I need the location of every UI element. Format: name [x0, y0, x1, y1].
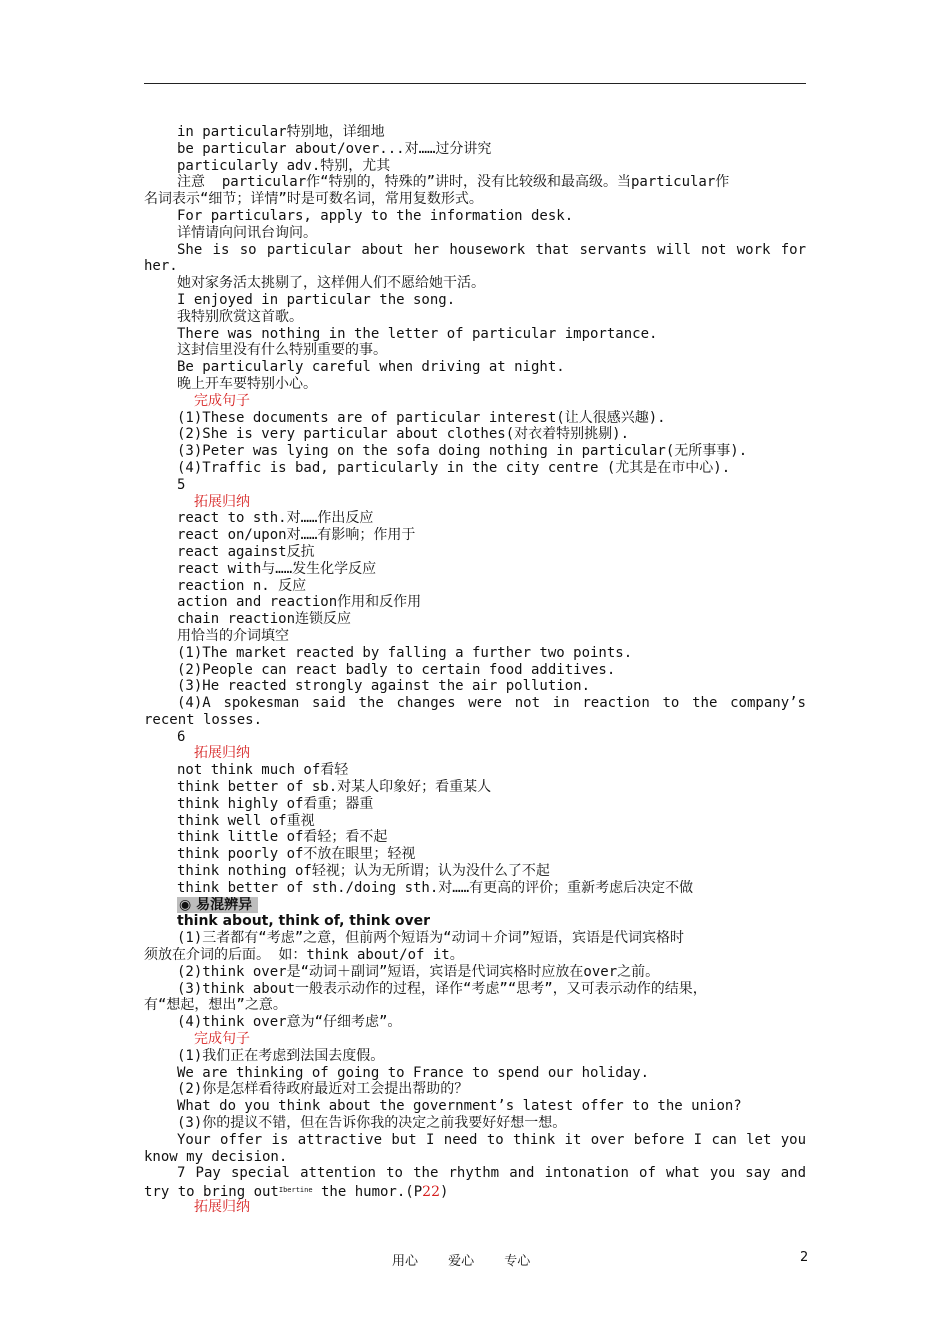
text-line: react on/upon对……有影响；作用于 [177, 527, 416, 544]
text-line: Be particularly careful when driving at night. [177, 359, 565, 376]
text-line: (4)think over意为“仔细考虑”。 [177, 1014, 402, 1031]
text-line: be particular about/over...对……过分讲究 [177, 140, 492, 157]
section-heading: 拓展归纳 [194, 1199, 250, 1215]
text-line: chain reaction连锁反应 [177, 611, 352, 628]
inline-fragment: Iber [278, 1186, 296, 1195]
text-line: action and reaction作用和反作用 [177, 594, 422, 611]
item-number: 6 [177, 728, 186, 745]
item-number: 5 [177, 476, 186, 493]
text-line: think poorly of不放在眼里；轻视 [177, 846, 416, 863]
exercise-line: (2)你是怎样看待政府最近对工会提出帮助的？ [177, 1081, 469, 1098]
text-line: 须放在介词的后面。 如：think about/of it。 [144, 947, 464, 964]
text-line: (2)think over是“动词＋副词”短语，宾语是代词宾格时应放在over之前。 [177, 963, 660, 980]
page-reference: 22 [422, 1184, 440, 1199]
text-line: not think much of看轻 [177, 762, 349, 779]
document-body [144, 124, 806, 1216]
text-line: in particular特别地，详细地 [177, 124, 385, 140]
text-line: her. [144, 258, 178, 275]
text-line: react against反抗 [177, 543, 315, 560]
text-line: think little of看轻；看不起 [177, 829, 388, 846]
exercise-line: recent losses. [144, 711, 263, 728]
text-line: think better of sb.对某人印象好；看重某人 [177, 779, 492, 796]
text-line [144, 1182, 806, 1199]
text-line: 有“想起，想出”之意。 [144, 997, 287, 1014]
text-line: think well of重视 [177, 812, 315, 829]
text-line: I enjoyed in particular the song. [177, 291, 456, 308]
confusion-badge: ◉ 易混辨异 [177, 897, 258, 913]
page-number: 2 [800, 1250, 809, 1265]
text-line: She is so particular about her housework that servants will not work for [177, 241, 806, 258]
exercise-line: (3)你的提议不错，但在告诉你我的决定之前我要好好想一想。 [177, 1115, 567, 1132]
text-line: think better of sth./doing sth.对……有更高的评价；重新考虑后决定不做 [177, 879, 694, 896]
text-line: 注意 particular作“特别的，特殊的”讲时，没有比较级和最高级。当particular作 [177, 174, 730, 191]
text-line: 用恰当的介词填空 [177, 627, 289, 644]
exercise-line: What do you think about the government’s latest offer to the union? [177, 1098, 742, 1115]
exercise-line: know my decision. [144, 1148, 288, 1165]
exercise-line: (1)我们正在考虑到法国去度假。 [177, 1047, 385, 1064]
exercise-line: Your offer is attractive but I need to think it over before I can let you [177, 1131, 806, 1148]
text-line: 这封信里没有什么特别重要的事。 [177, 342, 387, 359]
section-heading: 完成句子 [194, 1031, 250, 1048]
exercise-line: (1)These documents are of particular interest(让人很感兴趣). [177, 409, 666, 426]
exercise-line: (1)The market reacted by falling a further two points. [177, 644, 633, 661]
exercise-line: (3)Peter was lying on the sofa doing nothing in particular(无所事事). [177, 443, 748, 460]
text-line: 详情请向问讯台询问。 [177, 224, 317, 241]
confusion-heading [144, 897, 806, 914]
text-line: (1)三者都有“考虑”之意，但前两个短语为“动词＋介词”短语，宾语是代词宾格时 [177, 930, 684, 947]
section-heading: 拓展归纳 [194, 493, 250, 510]
text-fragment: ) [439, 1184, 449, 1199]
section-heading: 完成句子 [194, 392, 250, 409]
inline-fragment: tine [295, 1186, 313, 1195]
text-line: For particulars, apply to the information desk. [177, 207, 574, 224]
text-line: think about, think of, think over [177, 913, 431, 930]
text-line: 名词表示“细节；详情”时是可数名词，常用复数形式。 [144, 191, 483, 208]
text-fragment: the humor.(P [312, 1184, 423, 1199]
text-line: There was nothing in the letter of particular importance. [177, 325, 658, 342]
text-line: 7 Pay special attention to the rhythm and intonation of what you say and [177, 1165, 806, 1182]
text-line: reaction n. 反应 [177, 577, 307, 594]
text-line: think highly of看重；器重 [177, 795, 374, 812]
header-rule [144, 83, 806, 84]
text-line: 我特别欣赏这首歌。 [177, 308, 303, 325]
text-line: react to sth.对……作出反应 [177, 510, 374, 527]
exercise-line: We are thinking of going to France to spend our holiday. [177, 1064, 650, 1081]
section-heading: 拓展归纳 [194, 745, 250, 762]
text-line: 她对家务活太挑剔了，这样佣人们不愿给她干活。 [177, 275, 485, 292]
exercise-line: (4)A spokesman said the changes were not in reaction to the company’s [177, 695, 806, 712]
exercise-line: (3)He reacted strongly against the air pollution. [177, 678, 591, 695]
text-line: 晚上开车要特别小心。 [177, 375, 317, 392]
text-line: think nothing of轻视；认为无所谓；认为没什么了不起 [177, 863, 550, 880]
exercise-line: (2)People can react badly to certain food additives. [177, 661, 616, 678]
text-line: react with与……发生化学反应 [177, 560, 377, 577]
text-line: (3)think about一般表示动作的过程，译作“考虑”“思考”，又可表示动作的结果， [177, 980, 707, 997]
text-fragment: try to bring out [144, 1184, 279, 1199]
exercise-line: (4)Traffic is bad, particularly in the city centre (尤其是在市中心). [177, 459, 731, 476]
exercise-line: (2)She is very particular about clothes(对衣着特别挑剔). [177, 426, 630, 443]
footer-motto: 用心 爱心 专心 [392, 1254, 531, 1269]
text-line: particularly adv.特别，尤其 [177, 157, 391, 174]
